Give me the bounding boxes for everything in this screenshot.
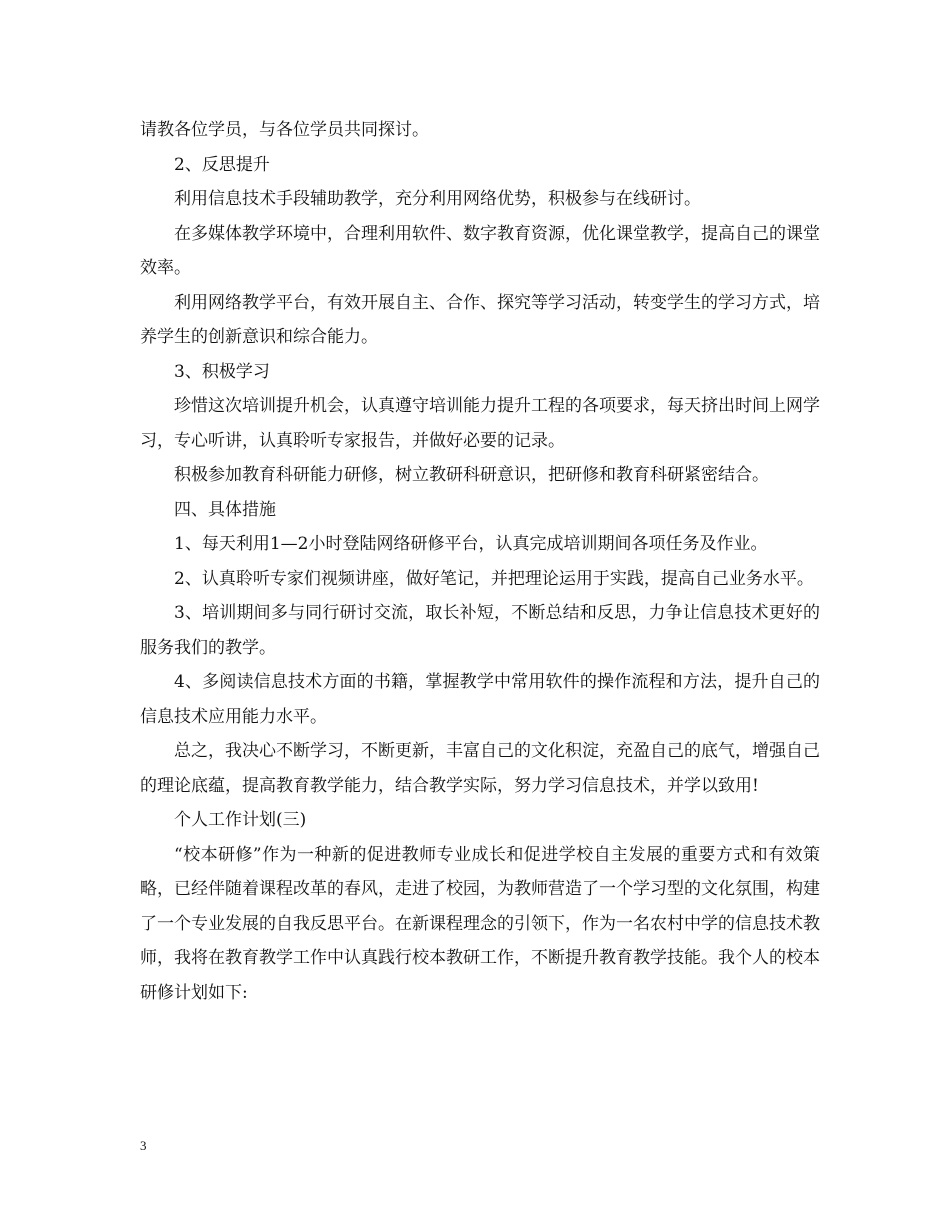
section-heading-reflect: 2、反思提升: [174, 154, 270, 175]
list-item: 4、多阅读信息技术方面的书籍，掌握教学中常用软件的操作流程和方法，提升自己的信息技术应用能力水平。: [140, 672, 820, 727]
section-heading-learning: 3、积极学习: [174, 361, 270, 382]
plan-title: 个人工作计划(三): [174, 810, 307, 830]
document-body: [140, 113, 820, 1010]
list-item: 2、认真聆听专家们视频讲座，做好笔记，并把理论运用于实践，提高自己业务水平。: [174, 568, 814, 589]
paragraph: 在多媒体教学环境中，合理利用软件、数字教育资源，优化课堂教学，提高自己的课堂效率。: [140, 223, 820, 278]
paragraph: 积极参加教育科研能力研修，树立教研科研意识，把研修和教育科研紧密结合。: [174, 465, 769, 485]
list-item: 1、每天利用1—2小时登陆网络研修平台，认真完成培训期间各项任务及作业。: [174, 534, 768, 554]
section-heading-measures: 四、具体措施: [174, 499, 276, 520]
paragraph: “校本研修”作为一种新的促进教师专业成长和促进学校自主发展的重要方式和有效策略，已经伴随着课程改革的春风，走进了校园，为教师营造了一个学习型的文化氛围，构建了一个专业发展的自我反思平台。在新课程理念的引领下，作为一名农村中学的信息技术教师，我将在教育教学工作中认真践行校本教研工作，不断提升教育教学技能。我个人的校本研修计划如下:: [140, 844, 820, 1003]
paragraph: 总之，我决心不断学习，不断更新，丰富自己的文化积淀，充盈自己的底气，增强自己的理论底蕴，提高教育教学能力，结合教学实际，努力学习信息技术，并学以致用!: [140, 741, 820, 796]
paragraph: 利用信息技术手段辅助教学，充分利用网络优势，积极参与在线研讨。: [174, 189, 701, 209]
page-number: 3: [140, 1138, 147, 1153]
list-item: 3、培训期间多与同行研讨交流，取长补短，不断总结和反思，力争让信息技术更好的服务我们的教学。: [140, 603, 820, 658]
paragraph: 利用网络教学平台，有效开展自主、合作、探究等学习活动，转变学生的学习方式，培养学生的创新意识和综合能力。: [140, 292, 820, 347]
paragraph: 珍惜这次培训提升机会，认真遵守培训能力提升工程的各项要求，每天挤出时间上网学习，专心听讲，认真聆听专家报告，并做好必要的记录。: [140, 396, 820, 451]
paragraph: 请教各位学员，与各位学员共同探讨。: [140, 120, 429, 140]
